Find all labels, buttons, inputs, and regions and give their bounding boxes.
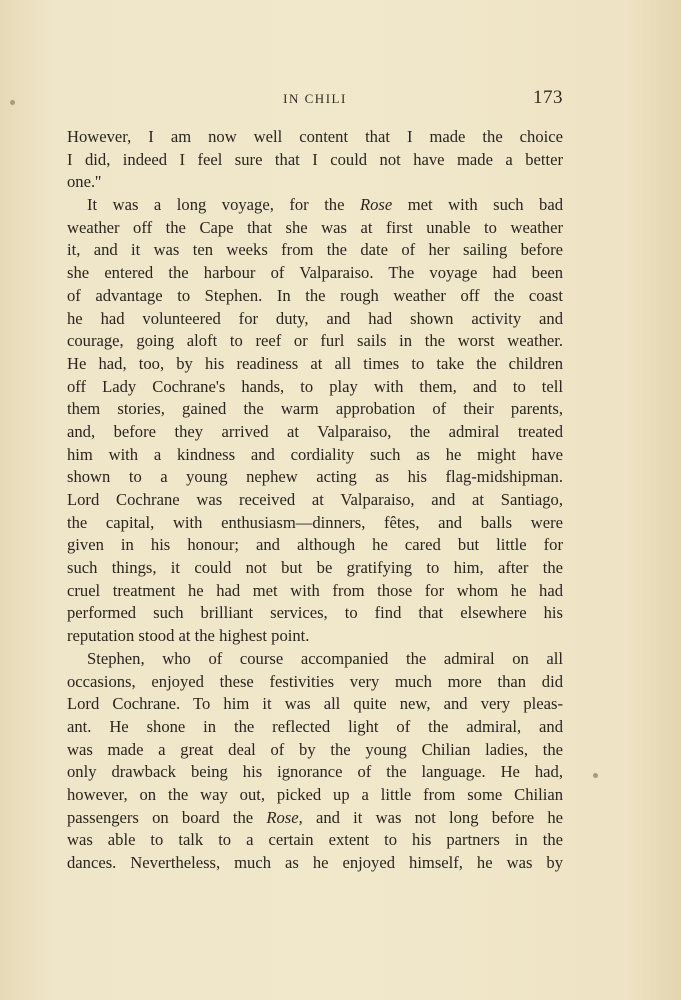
text-run: was made a great deal of by the young Chilian ladies, the bbox=[67, 739, 563, 759]
text-line bbox=[67, 852, 563, 875]
text-run: cruel treatment he had met with from those for whom he had bbox=[67, 580, 563, 600]
text-run: given in his honour; and although he cared but little for bbox=[67, 535, 563, 555]
text-run: reputation stood at the highest point. bbox=[67, 626, 310, 646]
text-line bbox=[67, 330, 563, 353]
ship-name: Rose, bbox=[266, 807, 303, 827]
text-line bbox=[67, 171, 563, 194]
page-speck bbox=[10, 100, 15, 105]
text-run: Lord Cochrane. To him it was all quite new, and very pleas- bbox=[67, 694, 563, 714]
text-line bbox=[67, 648, 563, 671]
text-line bbox=[67, 194, 563, 217]
text-run: only drawback being his ignorance of the language. He had, bbox=[67, 762, 563, 782]
page-number: 173 bbox=[533, 87, 563, 108]
text-run: courage, going aloft to reef or furl sails in the worst weather. bbox=[67, 331, 563, 351]
text-line bbox=[67, 761, 563, 784]
text-line bbox=[67, 376, 563, 399]
text-run: of advantage to Stephen. In the rough weather off the coast bbox=[67, 285, 563, 305]
text-line bbox=[67, 353, 563, 376]
text-run: met with such bad bbox=[392, 195, 563, 215]
running-title: IN CHILI bbox=[283, 91, 347, 106]
text-run: it, and it was ten weeks from the date of her sailing before bbox=[67, 240, 563, 260]
text-line bbox=[67, 693, 563, 716]
text-run: he had volunteered for duty, and had shown activity and bbox=[67, 308, 563, 328]
text-run: she entered the harbour of Valparaiso. The voyage had been bbox=[67, 263, 563, 283]
text-run: weather off the Cape that she was at first unable to weather bbox=[67, 217, 563, 237]
text-line bbox=[67, 217, 563, 240]
text-run: such things, it could not but be gratifying to him, after the bbox=[67, 558, 563, 578]
text-line bbox=[67, 580, 563, 603]
text-line bbox=[67, 285, 563, 308]
text-run: was able to talk to a certain extent to his partners in the bbox=[67, 830, 563, 850]
text-line bbox=[67, 829, 563, 852]
text-line bbox=[67, 807, 563, 830]
text-line bbox=[67, 444, 563, 467]
text-line bbox=[67, 489, 563, 512]
text-line bbox=[67, 716, 563, 739]
running-head bbox=[67, 87, 563, 111]
text-run: and, before they arrived at Valparaiso, the admiral treated bbox=[67, 421, 563, 441]
text-run: and it was not long before he bbox=[302, 807, 563, 827]
text-run: passengers on board the bbox=[67, 807, 267, 827]
text-run: however, on the way out, picked up a little from some Chilian bbox=[67, 784, 563, 804]
text-line bbox=[67, 466, 563, 489]
text-line bbox=[67, 671, 563, 694]
text-run: occasions, enjoyed these festivities very much more than did bbox=[67, 671, 563, 691]
page-speck bbox=[593, 773, 598, 778]
text-line bbox=[67, 602, 563, 625]
text-line bbox=[67, 421, 563, 444]
text-line bbox=[67, 149, 563, 172]
text-run: him with a kindness and cordiality such as he might have bbox=[67, 444, 563, 464]
text-line bbox=[67, 239, 563, 262]
text-run: He had, too, by his readiness at all times to take the children bbox=[67, 353, 563, 373]
text-line bbox=[67, 534, 563, 557]
ship-name: Rose bbox=[359, 195, 393, 215]
text-run: I did, indeed I feel sure that I could not have made a better bbox=[67, 149, 563, 169]
text-run: Lord Cochrane was received at Valparaiso, and at Santiago, bbox=[67, 490, 563, 509]
text-run: the capital, with enthusiasm—dinners, fêtes, and balls were bbox=[67, 512, 563, 532]
text-line bbox=[67, 784, 563, 807]
text-run: It was a long voyage, for the bbox=[87, 195, 360, 215]
text-run: one.'' bbox=[67, 172, 102, 192]
text-line bbox=[67, 308, 563, 331]
text-line bbox=[67, 557, 563, 580]
text-run: Stephen, who of course accompanied the admiral on all bbox=[87, 648, 563, 668]
text-run: ant. He shone in the reflected light of the admiral, and bbox=[67, 716, 563, 736]
text-run: them stories, gained the warm approbation of their parents, bbox=[67, 399, 563, 419]
text-run: performed such brilliant services, to find that elsewhere his bbox=[67, 603, 563, 623]
text-run: However, I am now well content that I made the choice bbox=[67, 127, 563, 146]
text-run: dances. Nevertheless, much as he enjoyed himself, he was by bbox=[67, 853, 563, 872]
text-line bbox=[67, 398, 563, 421]
text-line bbox=[67, 512, 563, 535]
text-line bbox=[67, 126, 563, 149]
text-line bbox=[67, 262, 563, 285]
text-line bbox=[67, 625, 563, 648]
body-text bbox=[67, 126, 563, 875]
text-run: off Lady Cochrane's hands, to play with them, and to tell bbox=[67, 376, 563, 396]
text-run: shown to a young nephew acting as his flag-midshipman. bbox=[67, 467, 563, 487]
text-line bbox=[67, 739, 563, 762]
